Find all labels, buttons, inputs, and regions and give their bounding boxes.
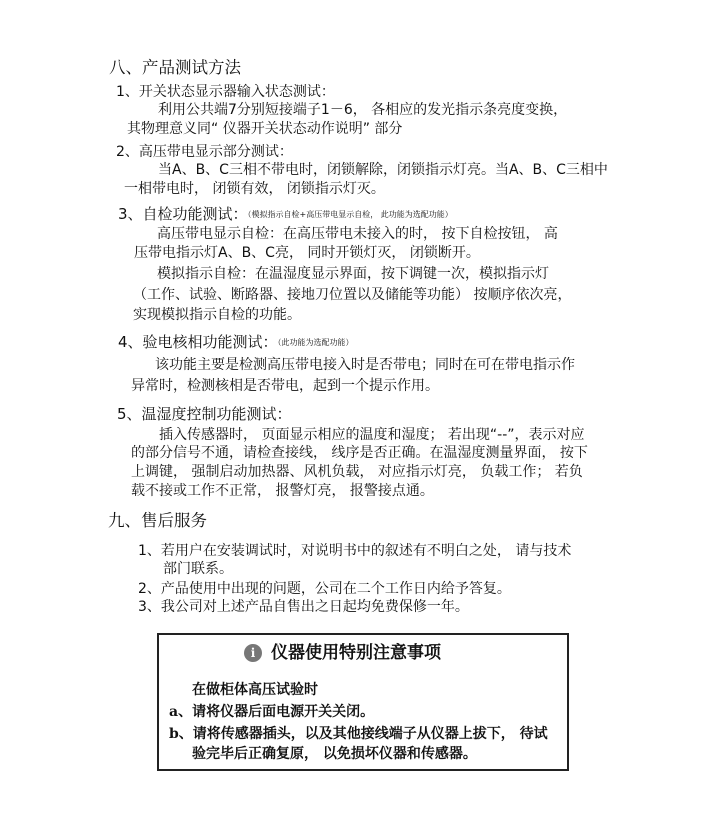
section8-heading: 八、产品测试方法 (109, 58, 241, 77)
item1-title: 1、开关状态显示器输入状态测试： (116, 84, 335, 100)
notice-b-label: b、 (169, 726, 193, 742)
service-item3: 3、我公司对上述产品自售出之日起均免费保修一年。 (138, 599, 469, 615)
item3-line1: 高压带电显示自检：在高压带电未接入的时， 按下自检按钮， 高 (157, 226, 558, 242)
item2-line1: 当A、B、C三相不带电时，闭锁解除，闭锁指示灯亮。当A、B、C三相中 (158, 162, 608, 178)
notice-title: 仪器使用特别注意事项 (271, 643, 441, 663)
item2-title: 2、高压带电显示部分测试： (116, 144, 293, 160)
item5-line3: 上调键， 强制启动加热器、风机负载， 对应指示灯亮， 负载工作； 若负 (131, 464, 583, 480)
item5-line1: 插入传感器时， 页面显示相应的温度和湿度； 若出现“--”，表示对应 (159, 427, 585, 443)
notice-item-a (169, 703, 374, 721)
item3-note: （模拟指示自检+高压带电显示自检， 此功能为选配功能） (247, 210, 453, 219)
item3-line3: 模拟指示自检：在温湿度显示界面，按下调键一次，模拟指示灯 (157, 266, 549, 282)
item3-line2: 压带电指示灯A、B、C亮， 同时开锁灯灭， 闭锁断开。 (134, 245, 480, 261)
notice-b-text1: 请将传感器插头，以及其他接线端子从仪器上拔下， 待试 (192, 726, 548, 742)
item4-line1: 该功能主要是检测高压带电接入时是否带电；同时在可在带电指示作 (155, 357, 575, 373)
item1-line1: 利用公共端7分别短接端子1－6， 各相应的发光指示条亮度变换， (158, 102, 568, 118)
item4-line2: 异常时，检测核相是否带电，起到一个提示作用。 (131, 378, 439, 394)
item3-line4: （工作、试验、断路器、接地刀位置以及储能等功能） 按顺序依次亮， (133, 287, 572, 303)
notice-item-b (169, 725, 548, 743)
item3-heading (118, 204, 453, 224)
info-icon: i (244, 644, 262, 662)
service-item1-line1: 1、若用户在安装调试时，对说明书中的叙述有不明白之处， 请与技术 (138, 543, 572, 559)
item3-line5: 实现模拟指示自检的功能。 (133, 307, 301, 323)
service-item2: 2、产品使用中出现的问题，公司在二个工作日内给予答复。 (138, 581, 511, 597)
item5-line2: 的部分信号不通，请检查接线， 线序是否正确。在温湿度测量界面， 按下 (131, 445, 588, 461)
item5-line4: 载不接或工作不正常， 报警灯亮， 报警接点通。 (131, 483, 434, 499)
notice-a-text: 请将仪器后面电源开关关闭。 (192, 704, 375, 720)
item3-title: 3、自检功能测试： (118, 205, 248, 223)
service-item1-line2: 部门联系。 (163, 561, 233, 577)
section9-heading: 九、售后服务 (108, 511, 207, 530)
item4-title: 4、验电核相功能测试： (118, 333, 278, 351)
notice-subtitle: 在做柜体高压试验时 (192, 682, 318, 698)
item1-line2: 其物理意义同“ 仪器开关状态动作说明” 部分 (127, 121, 403, 137)
notice-box (157, 633, 569, 771)
item4-note: （此功能为选配功能） (277, 338, 354, 347)
notice-a-label: a、 (169, 704, 193, 720)
notice-b-text2: 验完毕后正确复原， 以免损坏仪器和传感器。 (192, 746, 477, 762)
item5-title: 5、温湿度控制功能测试： (117, 405, 292, 423)
item2-line2: 一相带电时， 闭锁有效， 闭锁指示灯灭。 (124, 181, 385, 197)
item4-heading (118, 332, 354, 352)
